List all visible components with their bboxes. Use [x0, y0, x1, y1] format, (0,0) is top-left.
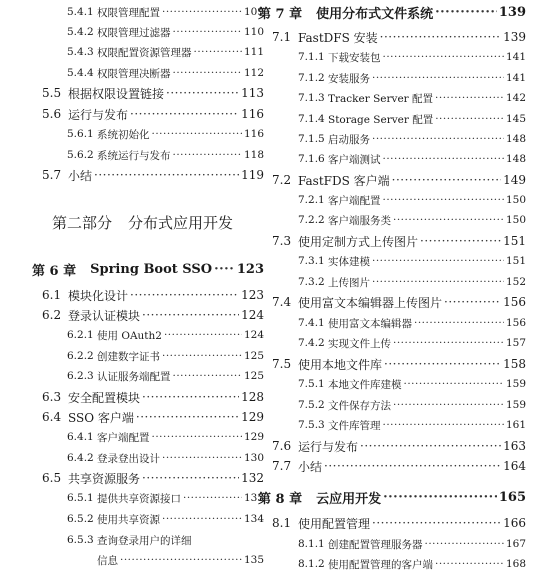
section-title: 登录登出设计: [97, 452, 160, 465]
dot-leader: [142, 471, 239, 485]
section-title: 权限管理过滤器: [97, 26, 171, 39]
section-title: 系统运行与发布: [97, 149, 171, 162]
section-number: 8.1.2: [298, 558, 325, 570]
section-title: 创建配置管理服务器: [328, 538, 423, 551]
section-number: 5.4.4: [67, 67, 94, 79]
page-number: 141: [505, 72, 526, 84]
page-number: 165: [498, 489, 526, 505]
toc-left-entry: [67, 448, 264, 468]
section-number: 6.5: [42, 471, 62, 485]
dot-leader: [360, 439, 501, 453]
toc-left-entry: [42, 285, 264, 305]
dot-leader: [130, 107, 239, 121]
page-number: 158: [503, 357, 526, 371]
dot-leader: [173, 67, 242, 79]
toc-left-entry: [67, 22, 264, 42]
page-number: 132: [241, 471, 264, 485]
toc-left-entry: [67, 124, 264, 144]
section-title: Storage Server 配置: [328, 113, 434, 126]
section-number: 6.2: [42, 308, 62, 322]
toc-left-entry: [67, 550, 264, 570]
section-number: 第 7 章: [258, 6, 303, 22]
section-title: 根据权限设置链接: [68, 86, 165, 101]
toc-left-entry: [67, 488, 264, 508]
page-number: 130: [243, 452, 264, 464]
section-title: 客户端配置: [97, 431, 150, 444]
dot-leader: [164, 329, 242, 341]
page-number: 135: [243, 554, 264, 566]
section-title: 信息: [97, 554, 118, 567]
section-title: 运行与发布: [68, 107, 129, 122]
toc-right-entry: [298, 333, 526, 353]
section-title: 使用定制方式上传图片: [298, 234, 419, 249]
page-number: 157: [505, 337, 526, 349]
toc-left-entry: [67, 346, 264, 366]
page-number: 139: [498, 4, 526, 20]
dot-leader: [372, 276, 504, 288]
toc-right-entry: [298, 109, 526, 129]
section-title: 安全配置模块: [68, 390, 141, 405]
page-number: 125: [243, 350, 264, 362]
section-title: 文件保存方法: [328, 399, 391, 412]
section-number: 7.4.1: [298, 317, 325, 329]
section-number: 6.5.1: [67, 492, 94, 504]
dot-leader: [372, 255, 504, 267]
toc-right-entry: [272, 436, 526, 456]
page-number: 113: [241, 86, 264, 100]
page-number: 145: [505, 113, 526, 125]
section-number: 7.6: [272, 439, 292, 453]
page-number: 129: [241, 410, 264, 424]
section-number: 7.2.1: [298, 194, 325, 206]
section-title: 上传图片: [328, 276, 370, 289]
section-number: 7.7: [272, 459, 292, 473]
page-number: 159: [505, 378, 526, 390]
section-number: 7.1: [272, 30, 292, 44]
dot-leader: [173, 370, 242, 382]
page-number: 116: [241, 107, 264, 121]
toc-right-entry: [298, 272, 526, 292]
dot-leader: [383, 419, 504, 431]
toc-right-entry: [258, 2, 526, 22]
section-title: Spring Boot SSO: [90, 261, 213, 277]
dot-leader: [372, 72, 504, 84]
section-title: 云应用开发: [316, 491, 382, 507]
dot-leader: [404, 378, 504, 390]
section-number: 第二部分: [52, 213, 113, 232]
section-number: 5.6.2: [67, 149, 94, 161]
section-number: 6.5.2: [67, 513, 94, 525]
page-number: 134: [243, 513, 264, 525]
page-number: 161: [505, 419, 526, 431]
section-number: 5.4.1: [67, 6, 94, 18]
section-number: 8.1.1: [298, 538, 325, 550]
section-number: 7.5: [272, 357, 292, 371]
section-title: 安装服务: [328, 72, 370, 85]
section-number: 6.4.2: [67, 452, 94, 464]
page-number: 156: [505, 317, 526, 329]
dot-leader: [173, 26, 242, 38]
page-number: 129: [243, 431, 264, 443]
dot-leader: [120, 554, 242, 566]
section-title: 文件库管理: [328, 419, 381, 432]
page-number: 148: [505, 153, 526, 165]
section-number: 6.2.3: [67, 370, 94, 382]
dot-leader: [162, 350, 242, 362]
toc-left-entry: [52, 212, 264, 232]
page-number: 156: [503, 295, 526, 309]
dot-leader: [435, 558, 504, 570]
dot-leader: [380, 30, 501, 44]
dot-leader: [194, 46, 242, 58]
toc-right-entry: [272, 513, 526, 533]
page-number: 151: [503, 234, 526, 248]
section-title: 实现文件上传: [328, 337, 391, 350]
dot-leader: [435, 113, 504, 125]
toc-left-entry: [67, 42, 264, 62]
dot-leader: [393, 399, 504, 411]
page-number: 142: [505, 92, 526, 104]
section-number: 7.2: [272, 173, 292, 187]
section-title: 客户端测试: [328, 153, 381, 166]
section-title: 登录认证模块: [68, 308, 141, 323]
section-number: 5.5: [42, 86, 62, 100]
dot-leader: [372, 133, 504, 145]
toc-right-entry: [298, 129, 526, 149]
dot-leader: [383, 490, 497, 505]
section-title: 提供共享资源接口: [97, 492, 181, 505]
section-number: 7.3: [272, 234, 292, 248]
section-number: 7.1.1: [298, 51, 325, 63]
section-title: 创建数字证书: [97, 350, 160, 363]
section-title: 客户端配置: [328, 194, 381, 207]
page-number: 123: [241, 288, 264, 302]
toc-right-entry: [298, 554, 526, 574]
page-number: 167: [505, 538, 526, 550]
section-title: 下载安装包: [328, 51, 381, 64]
dot-leader: [162, 452, 242, 464]
toc-right-entry: [272, 456, 526, 476]
toc-right-entry: [298, 47, 526, 67]
section-number: 第 8 章: [258, 491, 303, 507]
toc-right-entry: [272, 170, 526, 190]
section-number: 5.6: [42, 107, 62, 121]
section-title: 启动服务: [328, 133, 370, 146]
page-number: 124: [243, 329, 264, 341]
section-title: FastFDS 客户端: [298, 173, 390, 188]
toc-right-entry: [298, 534, 526, 554]
toc-right-entry: [298, 149, 526, 169]
toc-right-entry: [298, 251, 526, 271]
page-number: 148: [505, 133, 526, 145]
toc-left-entry: [67, 63, 264, 83]
section-number: 7.3.2: [298, 276, 325, 288]
section-title: 使用共享资源: [97, 513, 160, 526]
section-title: 使用 OAuth2: [97, 329, 162, 342]
section-title: 共享资源服务: [68, 471, 141, 486]
dot-leader: [435, 5, 497, 20]
page-number: 159: [505, 399, 526, 411]
page-number: 151: [505, 255, 526, 267]
dot-leader: [173, 149, 242, 161]
section-number: 5.4.2: [67, 26, 94, 38]
section-title: 客户端服务类: [328, 214, 391, 227]
toc-left-entry: [67, 145, 264, 165]
section-title: 本地文件库建模: [328, 378, 402, 391]
section-title: 使用配置管理: [298, 516, 371, 531]
section-title: 查询登录用户的详细: [97, 534, 192, 547]
toc-right-entry: [298, 415, 526, 435]
page-number: 168: [505, 558, 526, 570]
section-number: 7.1.3: [298, 92, 325, 104]
page-number: 139: [503, 30, 526, 44]
section-number: 6.1: [42, 288, 62, 302]
dot-leader: [425, 538, 504, 550]
section-number: 7.3.1: [298, 255, 325, 267]
section-title: 使用分布式文件系统: [316, 6, 434, 22]
toc-left-entry: [67, 427, 264, 447]
page-number: 116: [243, 128, 264, 140]
toc-right-entry: [298, 313, 526, 333]
section-title: SSO 客户端: [68, 410, 134, 425]
toc-left-entry: [42, 468, 264, 488]
toc-right-entry: [298, 210, 526, 230]
toc-right-entry: [272, 231, 526, 251]
page-number: 164: [503, 459, 526, 473]
section-number: 5.6.1: [67, 128, 94, 140]
section-number: 7.1.4: [298, 113, 325, 125]
toc-left-entry: [32, 259, 264, 279]
section-number: 7.4: [272, 295, 292, 309]
section-number: 6.4.1: [67, 431, 94, 443]
section-title: 使用富文本编辑器上传图片: [298, 295, 443, 310]
toc-right-entry: [272, 27, 526, 47]
dot-leader: [420, 234, 501, 248]
dot-leader: [162, 6, 242, 18]
section-title: 小结: [298, 459, 323, 474]
section-number: 第 6 章: [32, 263, 77, 279]
section-number: 7.2.2: [298, 214, 325, 226]
dot-leader: [393, 337, 504, 349]
section-number: 6.2.1: [67, 329, 94, 341]
toc-left-entry: [42, 407, 264, 427]
page-number: 150: [505, 194, 526, 206]
toc-left-entry: [42, 165, 264, 185]
section-number: 7.5.2: [298, 399, 325, 411]
page-number: 124: [241, 308, 264, 322]
dot-leader: [414, 317, 504, 329]
page-number: 110: [243, 26, 264, 38]
toc-left-entry: [67, 530, 264, 550]
dot-leader: [435, 92, 504, 104]
section-title: Tracker Server 配置: [328, 92, 434, 105]
dot-leader: [142, 308, 239, 322]
section-title: 小结: [68, 168, 93, 183]
dot-leader: [383, 153, 504, 165]
page-number: 133: [243, 492, 264, 504]
section-title: 使用富文本编辑器: [328, 317, 412, 330]
dot-leader: [166, 86, 239, 100]
toc-left-entry: [67, 2, 264, 22]
toc-right-entry: [272, 292, 526, 312]
toc-right-entry: [298, 374, 526, 394]
section-number: 8.1: [272, 516, 292, 530]
dot-leader: [444, 295, 501, 309]
toc-left-entry: [42, 104, 264, 124]
section-number: 6.2.2: [67, 350, 94, 362]
section-number: 7.1.6: [298, 153, 325, 165]
toc-right-entry: [298, 395, 526, 415]
dot-leader: [324, 459, 501, 473]
toc-right-entry: [298, 190, 526, 210]
section-title: 使用本地文件库: [298, 357, 383, 372]
toc-left-entry: [42, 387, 264, 407]
page-number: 166: [503, 516, 526, 530]
dot-leader: [392, 173, 501, 187]
toc-left-entry: [67, 325, 264, 345]
toc-left-entry: [67, 509, 264, 529]
dot-leader: [183, 492, 242, 504]
dot-leader: [214, 262, 235, 277]
section-title: 权限配置资源管理器: [97, 46, 192, 59]
dot-leader: [94, 168, 239, 182]
section-number: 7.1.5: [298, 133, 325, 145]
page-number: 150: [505, 214, 526, 226]
section-title: 模块化设计: [68, 288, 129, 303]
section-title: 分布式应用开发: [128, 213, 234, 232]
page-number: 125: [243, 370, 264, 382]
section-number: 6.5.3: [67, 534, 94, 546]
dot-leader: [152, 128, 242, 140]
page-number: 163: [503, 439, 526, 453]
dot-leader: [372, 516, 501, 530]
page-number: 128: [241, 390, 264, 404]
page-number: 112: [243, 67, 264, 79]
section-title: 认证服务端配置: [97, 370, 171, 383]
section-number: 7.1.2: [298, 72, 325, 84]
section-title: FastDFS 安装: [298, 30, 378, 45]
dot-leader: [384, 357, 501, 371]
section-title: 实体建模: [328, 255, 370, 268]
toc-right-entry: [258, 487, 526, 507]
section-number: 5.4.3: [67, 46, 94, 58]
section-title: 系统初始化: [97, 128, 150, 141]
dot-leader: [383, 51, 504, 63]
section-title: 运行与发布: [298, 439, 359, 454]
page-number: 119: [241, 168, 264, 182]
toc-left-entry: [42, 83, 264, 103]
dot-leader: [393, 214, 504, 226]
dot-leader: [152, 431, 242, 443]
toc-left-entry: [42, 305, 264, 325]
dot-leader: [130, 288, 239, 302]
section-title: 使用配置管理的客户端: [328, 558, 433, 571]
page-number: 118: [243, 149, 264, 161]
toc-right-entry: [272, 354, 526, 374]
section-number: 6.3: [42, 390, 62, 404]
dot-leader: [162, 513, 242, 525]
dot-leader: [142, 390, 239, 404]
section-number: 7.5.3: [298, 419, 325, 431]
section-number: 7.5.1: [298, 378, 325, 390]
page-number: 152: [505, 276, 526, 288]
section-number: 5.7: [42, 168, 62, 182]
toc-left-entry: [67, 366, 264, 386]
dot-leader: [383, 194, 504, 206]
section-title: 权限管理配置: [97, 6, 160, 19]
section-number: 7.4.2: [298, 337, 325, 349]
section-title: 权限管理决断器: [97, 67, 171, 80]
toc-right-entry: [298, 88, 526, 108]
page-number: 141: [505, 51, 526, 63]
page-number: 123: [236, 261, 264, 277]
section-number: 6.4: [42, 410, 62, 424]
page-number: 149: [503, 173, 526, 187]
page-number: 111: [243, 46, 264, 58]
toc-right-entry: [298, 68, 526, 88]
page-number: 109: [243, 6, 264, 18]
dot-leader: [136, 410, 239, 424]
